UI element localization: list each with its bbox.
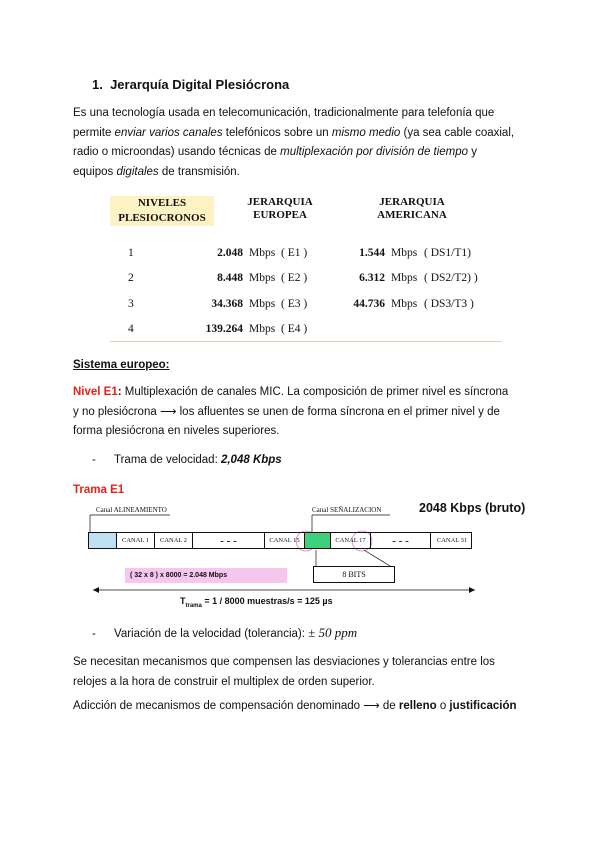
header-europea: JERARQUIA EUROPEA <box>247 196 313 221</box>
label-canal-alineamiento: Canal ALINEAMIENTO <box>96 506 167 514</box>
trama-e1-title: Trama E1 <box>73 484 125 496</box>
heading-title: Jerarquía Digital Plesiócrona <box>110 77 290 92</box>
row-eu-tag: ( E2 ) <box>281 272 308 284</box>
row-level: 2 <box>128 272 134 284</box>
slot-ellipsis-1: - - - <box>193 533 265 548</box>
heading-number: 1. <box>92 77 103 92</box>
intro-line-1: Es una tecnología usada en telecomunicación, tradicionalmente para telefonía que <box>73 107 495 119</box>
slot-ellipsis-2: - - - <box>371 533 431 548</box>
label-canal-senalizacion: Canal SEÑALIZACION <box>312 506 382 514</box>
row-am-rate: 1.544 <box>359 247 385 259</box>
row-am-rate: 44.736 <box>353 298 385 310</box>
row-am-tag: ( DS1/T1) <box>424 247 471 259</box>
row-am-unit: Mbps <box>391 272 418 284</box>
row-eu-rate: 34.368 <box>211 298 243 310</box>
row-eu-unit: Mbps <box>249 298 276 310</box>
bullet-tolerancia: - Variación de la velocidad (tolerancia): ± 50 ppm <box>92 625 358 640</box>
frame-lines <box>80 510 500 610</box>
row-eu-tag: ( E1 ) <box>281 247 308 259</box>
row-eu-rate: 8.448 <box>217 272 243 284</box>
intro-line-4: equipos digitales de transmisión. <box>73 165 240 178</box>
nivel-e1-label: Nivel E1 <box>73 386 118 398</box>
table-divider <box>110 341 502 342</box>
slot-canal-15: CANAL 15 <box>265 533 305 548</box>
e1-frame <box>88 532 472 549</box>
nivel-e1-paragraph: Nivel E1: Multiplexación de canales MIC. La composición de primer nivel es síncrona y no plesiócrona ⟶ los afluentes se unen de forma síncrona en el primer nivel y de forma plesiócrona en niveles superiores. <box>73 386 509 437</box>
slot-canal-17: CANAL 17 <box>331 533 371 548</box>
bits-box: 8 BITS <box>313 566 395 583</box>
frame-formula: ( 32 x 8 ) x 8000 = 2.048 Mbps <box>125 568 287 583</box>
trama-period: $T_{trama} = 1 / 8000$ muestras/s = 125 µs <box>180 596 333 609</box>
row-eu-rate: 2.048 <box>217 247 243 259</box>
row-eu-unit: Mbps <box>249 272 276 284</box>
row-am-rate: 6.312 <box>359 272 385 284</box>
intro-line-3: radio o microondas) usando técnicas de multiplexación por división de tiempo y <box>73 146 478 158</box>
mechanism-paragraph: Adicción de mecanismos de compensación denominado ⟶ de relleno o justificación <box>73 700 517 712</box>
row-am-unit: Mbps <box>391 247 418 259</box>
row-eu-unit: Mbps <box>249 247 276 259</box>
row-am-tag: ( DS2/T2) ) <box>424 272 478 284</box>
intro-paragraph <box>73 104 533 182</box>
row-eu-rate: 139.264 <box>205 323 243 335</box>
slot-canal-1: CANAL 1 <box>117 533 155 548</box>
slot-canal-31: CANAL 31 <box>436 537 468 544</box>
row-am-tag: ( DS3/T3 ) <box>424 298 474 310</box>
section-heading <box>92 77 289 92</box>
frame-rate-label: 2048 Kbps (bruto) <box>419 501 526 515</box>
row-eu-unit: Mbps <box>249 323 276 335</box>
bullet-trama-velocidad: - Trama de velocidad: 2,048 Kbps <box>92 454 282 466</box>
row-am-unit: Mbps <box>391 298 418 310</box>
row-eu-tag: ( E3 ) <box>281 298 308 310</box>
compensation-paragraph: Se necesitan mecanismos que compensen las desviaciones y tolerancias entre los relojes a la hora de construir el multiplex de orden superior. <box>73 656 495 688</box>
header-niveles: NIVELES PLESIOCRONOS <box>110 196 214 226</box>
header-americana: JERARQUIA AMERICANA <box>377 196 447 221</box>
european-title: Sistema europeo: <box>73 359 170 371</box>
row-level: 1 <box>128 247 134 259</box>
intro-line-2: permite enviar varios canales telefónicos sobre un mismo medio (ya sea cable coaxial, <box>73 126 515 139</box>
slot-senalizacion <box>305 533 331 548</box>
row-level: 3 <box>128 298 134 310</box>
row-eu-tag: ( E4 ) <box>281 323 308 335</box>
slot-alineamiento <box>89 533 117 548</box>
row-level: 4 <box>128 323 134 335</box>
slot-canal-2: CANAL 2 <box>155 533 193 548</box>
